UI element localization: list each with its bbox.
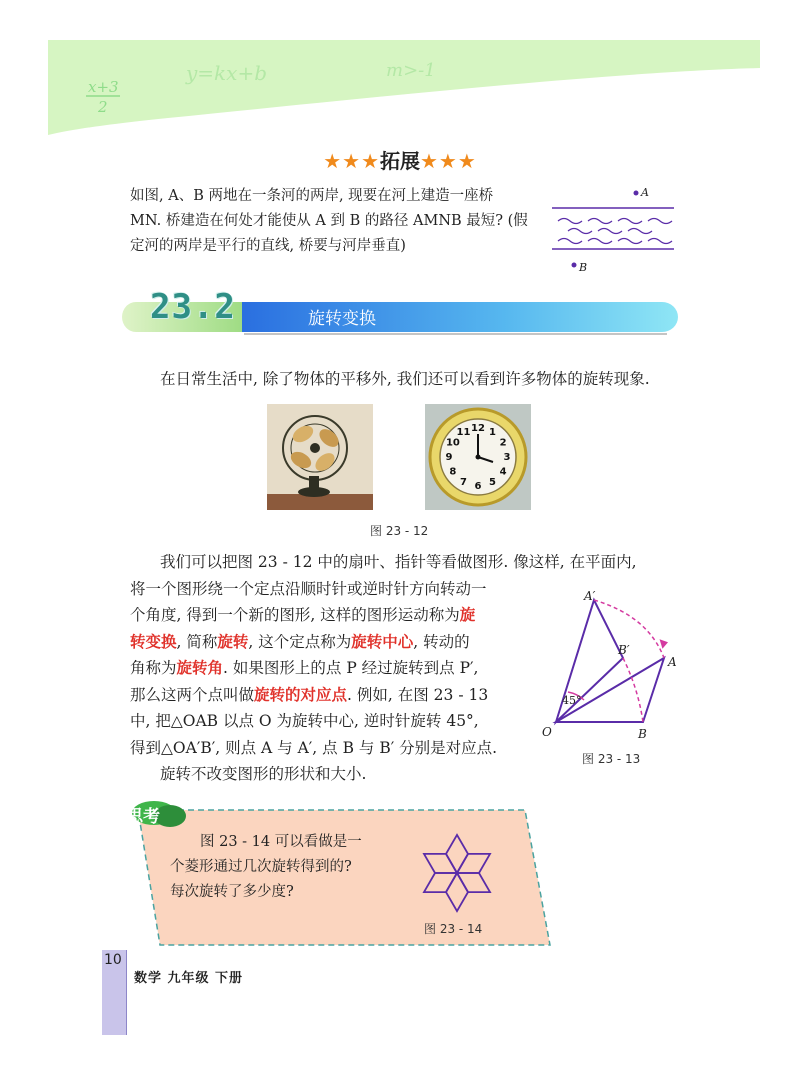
fan-photo — [267, 404, 373, 510]
body-text-segment: 那么这两个点叫做 — [130, 685, 255, 704]
body-line-2: 将一个图形绕一个定点沿顺时针或逆时针方向转动一 — [130, 579, 487, 598]
clock-number: 9 — [445, 452, 453, 463]
banner-formula-inequality: m>-1 — [386, 60, 436, 81]
clock-photo — [425, 404, 531, 510]
extension-title-text: 拓展 — [380, 149, 420, 173]
figure-23-12-caption: 图 23 - 12 — [370, 524, 429, 538]
clock-number: 2 — [499, 437, 507, 449]
rotation-triangle-diagram — [538, 588, 688, 748]
page-number: 10 — [104, 952, 122, 968]
body-line-1: 我们可以把图 23 - 12 中的扇叶、指针等看做图形. 像这样, 在平面内, — [160, 553, 637, 571]
star-icons-left: ★★★ — [323, 149, 380, 173]
think-label: 思考 — [126, 807, 160, 827]
section-number: 23.2 — [150, 287, 236, 327]
body-text-segment: 角称为 — [130, 659, 177, 677]
rhombus — [457, 854, 490, 873]
banner-formula-fraction-den: 2 — [98, 98, 108, 116]
rhombus — [446, 873, 468, 911]
clock-number: 10 — [445, 437, 460, 449]
extension-line: 定河的两岸是平行的直线, 桥要与河岸垂直) — [130, 238, 406, 254]
clock-number: 6 — [474, 481, 482, 492]
star-icons-right: ★★★ — [420, 149, 477, 173]
top-banner — [48, 40, 760, 135]
angle-45-label: 45° — [562, 694, 582, 707]
extension-title — [0, 145, 800, 174]
rhombus — [424, 854, 457, 873]
figure-23-14-caption: 图 23 - 14 — [424, 922, 483, 936]
think-line: 个菱形通过几次旋转得到的? — [170, 859, 352, 875]
point-a-label: A — [668, 655, 677, 669]
clock-number: 1 — [489, 426, 496, 438]
body-text-segment: . 例如, 在图 23 - 13 — [347, 685, 489, 704]
term-rotation-transform-end: 转变换 — [130, 631, 177, 651]
clock-number: 5 — [489, 477, 496, 489]
rhombus — [446, 835, 468, 873]
figure-23-13-caption: 图 23 - 13 — [582, 752, 641, 766]
term-rotation-transform-start: 旋 — [459, 605, 476, 624]
book-title: 数学 九年级 下册 — [134, 971, 244, 986]
intro-paragraph: 在日常生活中, 除了物体的平移外, 我们还可以看到许多物体的旋转现象. — [160, 370, 650, 388]
body-text-segment: . 如果图形上的点 P 经过旋转到点 P′, — [223, 659, 479, 677]
point-b-prime-label: B′ — [618, 643, 630, 657]
think-line: 图 23 - 14 可以看做是一 — [200, 834, 362, 850]
clock-number: 8 — [449, 466, 457, 478]
extension-line: MN. 桥建造在何处才能使从 A 到 B 的路径 AMNB 最短? (假 — [130, 213, 528, 229]
body-line-7: 中, 把△OAB 以点 O 为旋转中心, 逆时针旋转 45°, — [130, 712, 479, 730]
section-title: 旋转变换 — [308, 309, 376, 329]
body-text-segment: , 这个定点称为 — [248, 632, 352, 651]
clock-number: 12 — [471, 423, 485, 434]
extension-text — [130, 184, 530, 259]
body-line-9: 旋转不改变图形的形状和大小. — [160, 765, 367, 783]
page-margin-line — [126, 950, 127, 1035]
banner-formula-linear: y=kx+b — [186, 61, 268, 85]
river-point-b-label: B — [579, 261, 588, 274]
think-line: 每次旋转了多少度? — [170, 884, 294, 900]
clock-number: 3 — [503, 452, 511, 463]
term-rotation-angle: 旋转角 — [176, 658, 224, 677]
point-o-label: O — [542, 725, 552, 739]
term-corresponding-points: 旋转的对应点 — [254, 684, 348, 704]
rhombus — [424, 873, 457, 892]
river-diagram — [548, 183, 684, 275]
river-point-a-label: A — [641, 186, 649, 199]
point-b-label: B — [638, 727, 647, 741]
clock-number: 11 — [456, 426, 471, 438]
body-line-8: 得到△OA′B′, 则点 A 与 A′, 点 B 与 B′ 分别是对应点. — [130, 738, 498, 757]
clock-number: 4 — [499, 466, 507, 478]
body-text-segment: , 简称 — [176, 632, 218, 651]
term-rotation: 旋转 — [217, 631, 249, 651]
point-a-prime-label: A′ — [584, 589, 596, 603]
six-rhombus-star-diagram — [412, 828, 502, 918]
body-text-segment: , 转动的 — [413, 632, 470, 651]
clock-number: 7 — [460, 477, 467, 489]
banner-formula-fraction-num: x+3 — [88, 78, 119, 96]
think-question — [170, 830, 362, 905]
term-rotation-center: 旋转中心 — [351, 631, 414, 651]
extension-line: 如图, A、B 两地在一条河的两岸, 现要在河上建造一座桥 — [130, 188, 494, 204]
body-text-segment: 个角度, 得到一个新的图形, 这样的图形运动称为 — [130, 606, 460, 624]
